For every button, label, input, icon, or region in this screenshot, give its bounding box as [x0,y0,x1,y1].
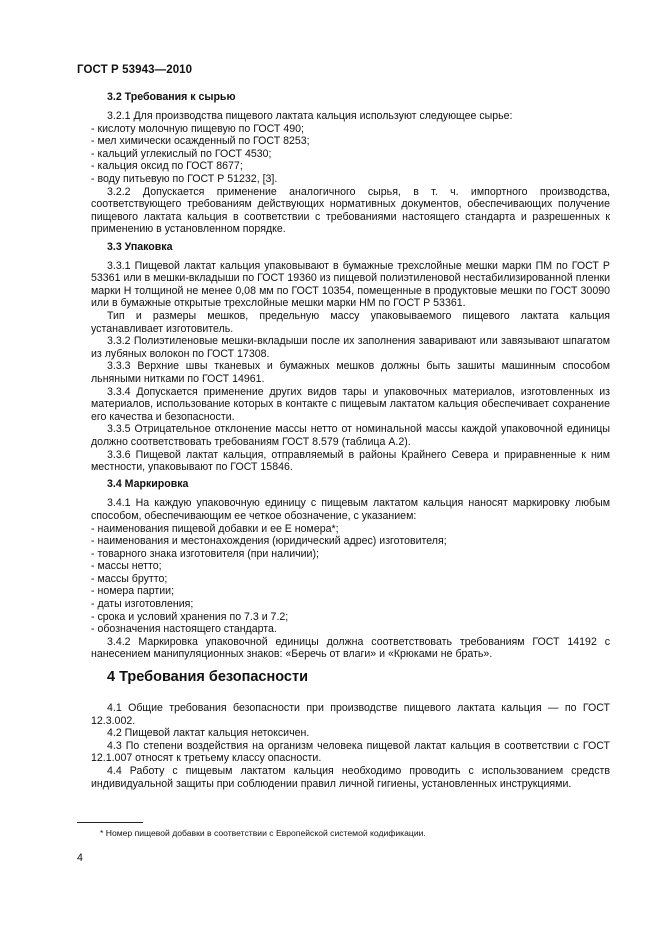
paragraph-4-1: 4.1 Общие требования безопасности при производстве пищевого лактата кальция — по ГОСТ 12.3.002. [91,702,610,727]
paragraph-3-3-3: 3.3.3 Верхние швы тканевых и бумажных мешков должны быть зашиты машинным способом льняными нитками по ГОСТ 14961. [91,360,610,385]
list-item: - наименования и местонахождения (юридический адрес) изготовителя; [91,535,447,548]
list-item: - массы нетто; [91,560,162,573]
paragraph-4-2: 4.2 Пищевой лактат кальция нетоксичен. [107,727,310,740]
paragraph-3-2-1: 3.2.1 Для производства пищевого лактата кальция используют следующее сырье: [107,110,513,123]
list-item: - кальций углекислый по ГОСТ 4530; [91,147,272,160]
section-title-3-4: 3.4 Маркировка [107,478,189,491]
section-title-4: 4 Требования безопасности [107,669,309,686]
list-item: - наименования пищевой добавки и ее Е номера*; [91,522,339,535]
document-header: ГОСТ Р 53943—2010 [77,64,193,76]
paragraph-3-2-2: 3.2.2 Допускается применение аналогичного сырья, в т. ч. импортного производства, соответствующего требованиям действующих нормативных документов, обеспечивающих получение пищевого лактата кальция в соответствии с требованиями настоящего стандарта и разрешенных к применению в установленном порядке. [91,185,610,236]
section-title-3-2: 3.2 Требования к сырью [107,91,236,103]
paragraph-4-4: 4.4 Работу с пищевым лактатом кальция необходимо проводить с использованием средств индивидуальной защиты при соблюдении правил личной гигиены, установленных инструкциями. [91,765,610,790]
paragraph-3-3-6: 3.3.6 Пищевой лактат кальция, отправляемый в районы Крайнего Севера и приравненные к ним местности, упаковывают по ГОСТ 15846. [91,448,610,474]
paragraph-3-4-1: 3.4.1 На каждую упаковочную единицу с пищевым лактатом кальция наносят маркировку любым способом, обеспечивающим ее четкое обозначение, с указанием: [91,497,610,522]
paragraph-3-3-5: 3.3.5 Отрицательное отклонение массы нетто от номинальной массы каждой упаковочной единицы должно соответствовать требованиям ГОСТ 8.579 (таблица А.2). [91,423,610,448]
footnote-divider [77,822,143,823]
list-item: - мел химически осажденный по ГОСТ 8253; [91,135,310,148]
section-title-3-3: 3.3 Упаковка [107,240,173,253]
paragraph-3-3-1: 3.3.1 Пищевой лактат кальция упаковывают в бумажные трехслойные мешки марки ПМ по ГОСТ Р 53361 или в мешки-вкладыши по ГОСТ 19360 из пищевой полиэтиленовой нестабилизированной пленки марки Н толщиной не менее 0,08 мм по ГОСТ 10354, помещенные в продуктовые мешки по ГОСТ 30090 или в бумажные открытые трехслойные мешки марки НМ по ГОСТ Р 53361. [91,259,610,310]
page-number: 4 [77,852,83,864]
paragraph-3-3-4: 3.3.4 Допускается применение других видов тары и упаковочных материалов, изготовленных из материалов, использование которых в контакте с пищевым лактатом кальция обеспечивает сохранение его качества и безопасности. [91,385,610,423]
list-item: - кальция оксид по ГОСТ 8677; [91,160,243,173]
list-item: - срока и условий хранения по 7.3 и 7.2; [91,610,289,623]
paragraph-3-3-2: 3.3.2 Полиэтиленовые мешки-вкладыши после их заполнения заваривают или завязывают шпагатом из лубяных волокон по ГОСТ 17308. [91,335,610,360]
list-item: - кислоту молочную пищевую по ГОСТ 490; [91,122,304,135]
list-item: - номера партии; [91,585,175,598]
paragraph-3-4-2: 3.4.2 Маркировка упаковочной единицы должна соответствовать требованиям ГОСТ 14192 с нанесением манипуляционных знаков: «Беречь от влаги» и «Крюками не брать». [91,635,610,661]
list-item: - даты изготовления; [91,598,194,611]
list-item: - воду питьевую по ГОСТ Р 51232, [3]. [91,173,278,186]
footnote: * Номер пищевой добавки в соответствии с Европейской системой кодификации. [100,828,426,838]
list-item: - обозначения настоящего стандарта. [91,623,277,636]
page-content [91,91,610,790]
paragraph-3-3-1-note: Тип и размеры мешков, предельную массу упаковываемого пищевого лактата кальция устанавливает изготовитель. [91,310,610,335]
paragraph-4-3: 4.3 По степени воздействия на организм человека пищевой лактат кальция в соответствии с ГОСТ 12.1.007 относят к третьему классу опасности. [91,739,610,765]
list-item: - массы брутто; [91,572,168,585]
list-item: - товарного знака изготовителя (при наличии); [91,547,319,560]
